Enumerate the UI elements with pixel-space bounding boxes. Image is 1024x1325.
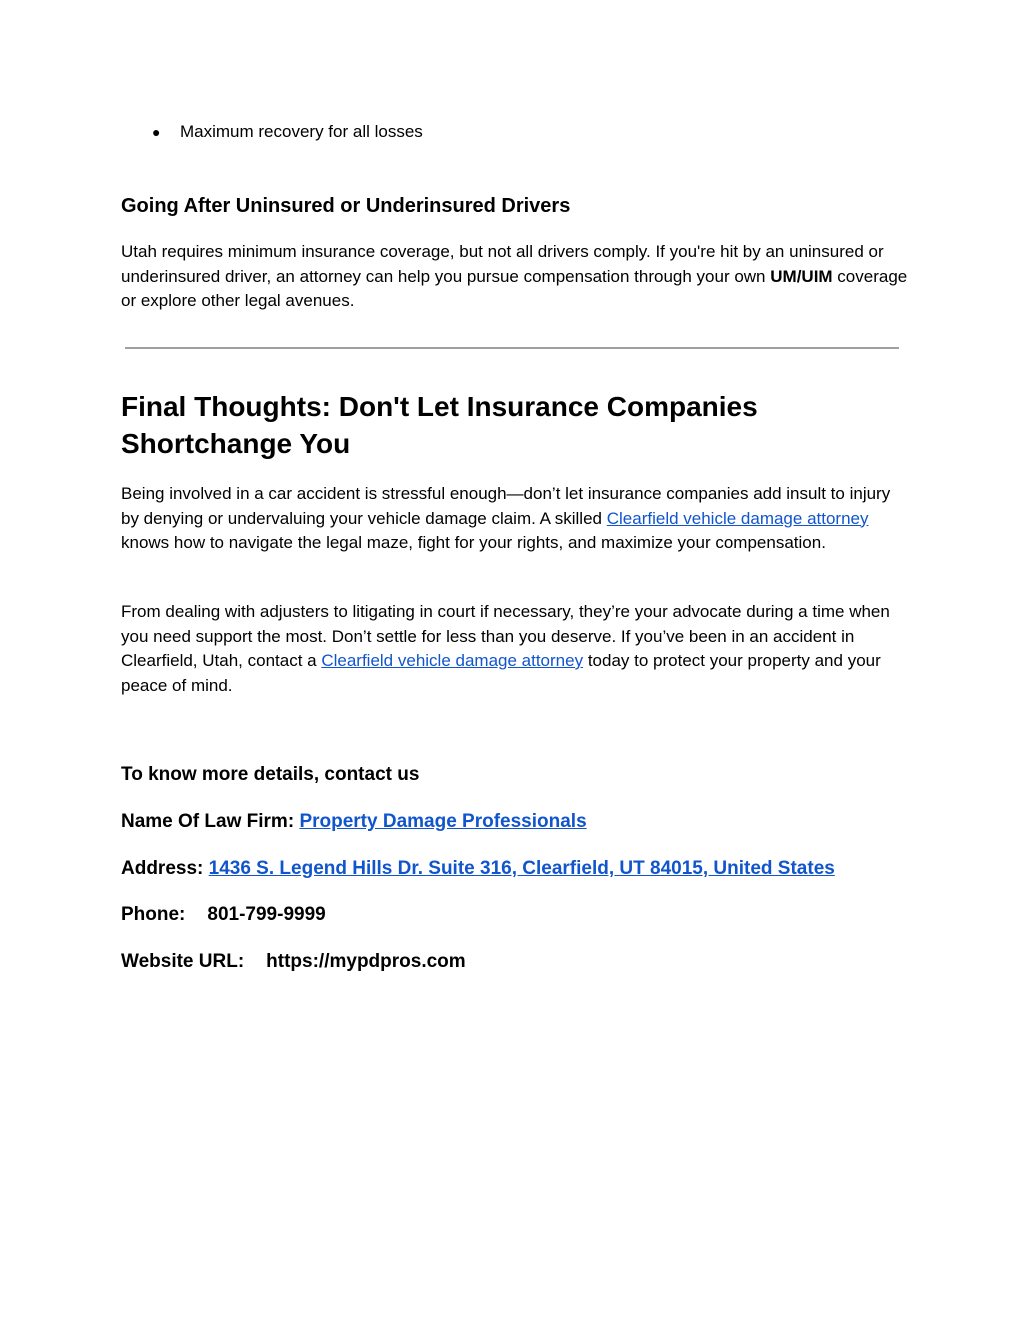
paragraph-text: today to protect your property and your peace of mind. — [121, 651, 881, 695]
bold-term: UM/UIM — [770, 266, 833, 286]
address-link[interactable]: 1436 S. Legend Hills Dr. Suite 316, Clearfield, UT 84015, United States — [208, 858, 835, 879]
paragraph-text: knows how to navigate the legal maze, fight for your rights, and maximize your compensation. — [121, 533, 826, 552]
website-row — [121, 950, 466, 974]
bullet-dot-icon: ● — [152, 124, 161, 140]
paragraph-final-1 — [121, 482, 911, 556]
attorney-link[interactable]: Clearfield vehicle damage attorney — [321, 651, 584, 670]
firm-name-row — [121, 810, 587, 834]
phone-value: 801-799-9999 — [207, 904, 326, 925]
paragraph-text: From dealing with adjusters to litigating in court if necessary, they’re your advocate during a time when you need support the most. Don’t settle for less than you deserve. If you’ve been in an accident in Clearfield, Utah, contact a — [121, 602, 890, 670]
page-title: Final Thoughts: Don't Let Insurance Companies Shortchange You — [121, 391, 758, 459]
address-label: Address: — [121, 858, 204, 879]
section-heading-uninsured: Going After Uninsured or Underinsured Drivers — [121, 195, 571, 217]
phone-row — [121, 903, 326, 927]
website-value: https://mypdpros.com — [266, 951, 466, 972]
paragraph-text: Being involved in a car accident is stressful enough—don’t let insurance companies add insult to injury by denying or undervaluing your vehicle damage claim. A skilled — [121, 484, 891, 528]
bullet-text: Maximum recovery for all losses — [180, 122, 423, 141]
paragraph-final-2 — [121, 600, 911, 698]
phone-label: Phone: — [121, 904, 186, 925]
paragraph-text: Utah requires minimum insurance coverage, but not all drivers comply. If you're hit by an uninsured or underinsured driver, an attorney can help you pursue compensation through your own — [121, 242, 884, 286]
paragraph-uninsured — [121, 240, 911, 314]
bullet-item — [152, 121, 423, 143]
paragraph-text: coverage or explore other legal avenues. — [121, 266, 908, 310]
firm-label: Name Of Law Firm: — [121, 811, 295, 832]
horizontal-divider — [125, 347, 899, 349]
contact-intro: To know more details, contact us — [121, 764, 420, 785]
address-row — [121, 857, 835, 881]
firm-link[interactable]: Property Damage Professionals — [299, 811, 587, 832]
attorney-link[interactable]: Clearfield vehicle damage attorney — [606, 508, 869, 528]
website-label: Website URL: — [121, 951, 245, 972]
